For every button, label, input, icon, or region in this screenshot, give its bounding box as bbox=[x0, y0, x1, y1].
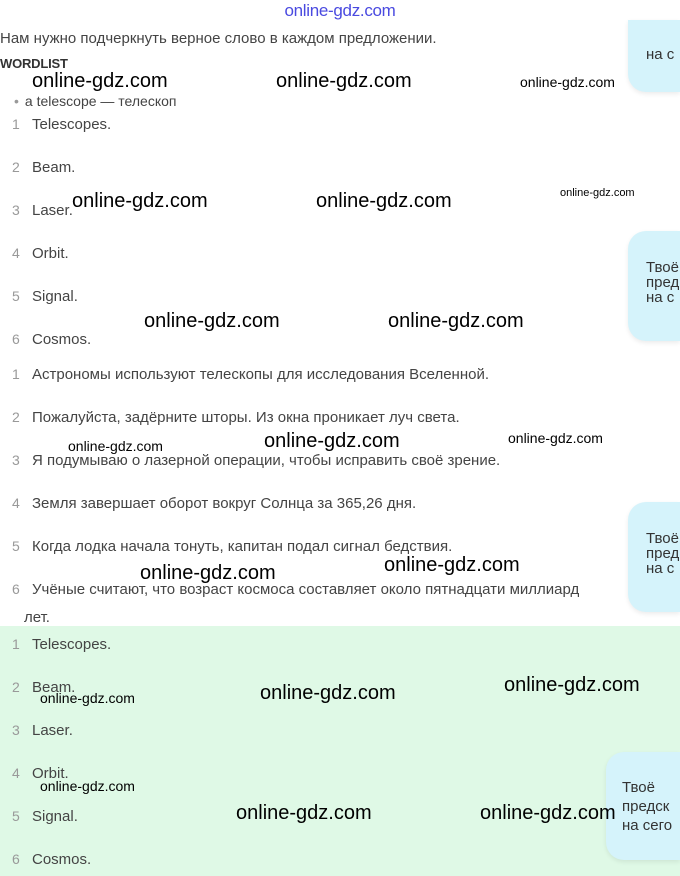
watermark: online-gdz.com bbox=[236, 802, 372, 824]
row-text: Beam. bbox=[32, 679, 76, 696]
bubble-text: Твоё bbox=[622, 779, 655, 796]
task-intro: Нам нужно подчеркнуть верное слово в каждом предложении. bbox=[0, 30, 437, 47]
watermark: online-gdz.com bbox=[72, 190, 208, 212]
row-text: Laser. bbox=[32, 722, 73, 739]
watermark: online-gdz.com bbox=[388, 310, 524, 332]
row-number: 5 bbox=[12, 808, 20, 824]
row-number: 2 bbox=[12, 409, 20, 425]
row-number: 1 bbox=[12, 366, 20, 382]
bubble-text: на с bbox=[646, 289, 675, 306]
row-text: Когда лодка начала тонуть, капитан подал сигнал бедствия. bbox=[32, 538, 453, 555]
row-number: 6 bbox=[12, 581, 20, 597]
site-logo[interactable]: online-gdz.com bbox=[284, 1, 396, 20]
bubble-text: предск bbox=[622, 798, 670, 815]
row-number: 4 bbox=[12, 245, 20, 261]
row-text: Cosmos. bbox=[32, 331, 92, 348]
bullet-icon: • bbox=[14, 93, 19, 109]
watermark: online-gdz.com bbox=[504, 674, 640, 696]
row-text: Signal. bbox=[32, 288, 78, 305]
watermark: online-gdz.com bbox=[560, 187, 635, 199]
row-text: Cosmos. bbox=[32, 851, 92, 868]
row-number: 5 bbox=[12, 288, 20, 304]
watermark: online-gdz.com bbox=[260, 682, 396, 704]
bubble-text: пред bbox=[646, 274, 680, 291]
watermark: online-gdz.com bbox=[480, 802, 616, 824]
bubble-text: на с bbox=[646, 46, 675, 63]
row-text: Я подумываю о лазерной операции, чтобы исправить своё зрение. bbox=[32, 452, 501, 469]
wordlist-title: WORDLIST bbox=[0, 56, 68, 71]
row-text: Signal. bbox=[32, 808, 78, 825]
watermark: online-gdz.com bbox=[68, 438, 163, 454]
wordlist-item-text: a telescope — телескоп bbox=[24, 93, 177, 109]
row-number: 4 bbox=[12, 765, 20, 781]
watermark: online-gdz.com bbox=[384, 554, 520, 576]
translation-continuation: лет. bbox=[24, 609, 50, 626]
bubble-text: Твоё bbox=[646, 259, 679, 276]
row-text: Beam. bbox=[32, 159, 76, 176]
row-text: Telescopes. bbox=[32, 636, 112, 653]
watermark: online-gdz.com bbox=[264, 430, 400, 452]
wordlist-item bbox=[14, 93, 176, 109]
row-number: 2 bbox=[12, 159, 20, 175]
row-number: 3 bbox=[12, 452, 20, 468]
row-number: 5 bbox=[12, 538, 20, 554]
watermark: online-gdz.com bbox=[520, 74, 615, 90]
row-text: Orbit. bbox=[32, 765, 69, 782]
row-number: 1 bbox=[12, 116, 20, 132]
row-text: Астрономы используют телескопы для исследования Вселенной. bbox=[32, 366, 490, 383]
bubble-text: Твоё bbox=[646, 530, 679, 547]
watermark: online-gdz.com bbox=[508, 430, 603, 446]
watermark: online-gdz.com bbox=[40, 778, 135, 794]
row-number: 2 bbox=[12, 679, 20, 695]
row-text: Orbit. bbox=[32, 245, 69, 262]
row-number: 4 bbox=[12, 495, 20, 511]
chat-bubble[interactable] bbox=[628, 231, 680, 341]
bubble-text: на с bbox=[646, 560, 675, 577]
row-text: Пожалуйста, задёрните шторы. Из окна проникает луч света. bbox=[32, 409, 460, 426]
row-text: Laser. bbox=[32, 202, 73, 219]
row-number: 3 bbox=[12, 722, 20, 738]
watermark: online-gdz.com bbox=[140, 562, 276, 584]
watermark: online-gdz.com bbox=[32, 70, 168, 92]
watermark: online-gdz.com bbox=[276, 70, 412, 92]
row-number: 6 bbox=[12, 851, 20, 867]
chat-bubble[interactable] bbox=[628, 502, 680, 612]
answer-highlight-block bbox=[0, 626, 680, 876]
row-number: 1 bbox=[12, 636, 20, 652]
row-text: Telescopes. bbox=[32, 116, 112, 133]
row-number: 6 bbox=[12, 331, 20, 347]
row-text: Земля завершает оборот вокруг Солнца за 365,26 дня. bbox=[32, 495, 417, 512]
watermark: online-gdz.com bbox=[144, 310, 280, 332]
bubble-text: на сего bbox=[622, 817, 673, 834]
bubble-text: пред bbox=[646, 545, 680, 562]
chat-bubble[interactable] bbox=[606, 752, 680, 860]
watermark: online-gdz.com bbox=[40, 690, 135, 706]
watermark: online-gdz.com bbox=[316, 190, 452, 212]
row-text: Учёные считают, что возраст космоса составляет около пятнадцати миллиард bbox=[32, 581, 580, 598]
chat-bubble[interactable] bbox=[628, 20, 680, 92]
row-number: 3 bbox=[12, 202, 20, 218]
